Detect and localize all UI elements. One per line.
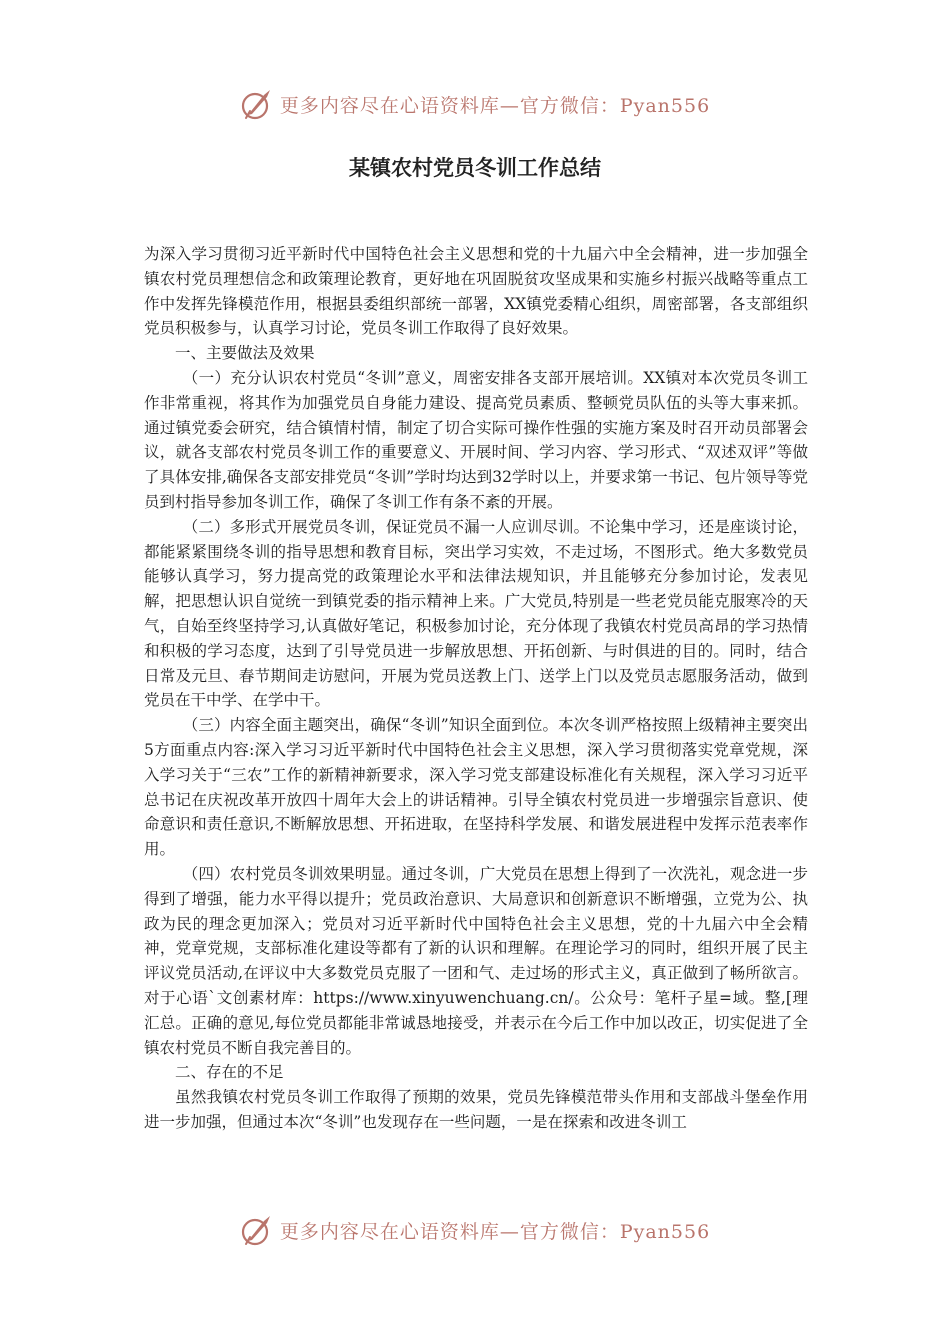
section-heading-2: 二、存在的不足 (175, 1063, 284, 1082)
body-paragraph: （一）充分认识农村党员“冬训”意义，周密安排各支部开展培训。XX镇对本次党员冬训工作非常重视，将其作为加强党员自身能力建设、提高党员素质、整顿党员队伍的头等大事来抓。通过镇党委会研究，结合镇情村情，制定了切合实际可操作性强的实施方案及时召开动员部署会议，就各支部农村党员冬训工作的重要意义、开展时间、学习内容、学习形式、“双述双评”等做了具体安排,确保各支部安排党员“冬训”学时均达到32学时以上，并要求第一书记、包片领导等党员到村指导参加冬训工作，确保了冬训工作有条不紊的开展。 (144, 368, 808, 511)
intro-paragraph: 为深入学习贯彻习近平新时代中国特色社会主义思想和党的十九届六中全会精神，进一步加强全镇农村党员理想信念和政策理论教育，更好地在巩固脱贫攻坚成果和实施乡村振兴战略等重点工作中发挥先锋模范作用，根据县委组织部统一部署，XX镇党委精心组织，周密部署，各支部组织党员积极参与，认真学习讨论，党员冬训工作取得了良好效果。 (144, 245, 808, 338)
footer-watermark-banner (0, 1210, 950, 1250)
header-watermark-banner (0, 84, 950, 124)
body-paragraph: （四）农村党员冬训效果明显。通过冬训，广大党员在思想上得到了一次洗礼，观念进一步得到了增强，能力水平得以提升；党员政治意识、大局意识和创新意识不断增强，立党为公、执政为民的理念更加深入；党员对习近平新时代中国特色社会主义思想，党的十九届六中全会精神，党章党规，支部标准化建设等都有了新的认识和理解。在理论学习的同时，组织开展了民主评议党员活动,在评议中大多数党员克服了一团和气、走过场的形式主义，真正做到了畅所欲言。对于心语`文创素材库：https://www.xinyuwenchuang.cn/。公众号：笔杆子星=域。整,[理汇总。正确的意见,每位党员都能非常诚恳地接受，并表示在今后工作中加以改正，切实促进了全镇农村党员不断自我完善目的。 (144, 864, 808, 1057)
body-paragraph: （二）多形式开展党员冬训，保证党员不漏一人应训尽训。不论集中学习，还是座谈讨论，都能紧紧围绕冬训的指导思想和教育目标，突出学习实效，不走过场，不图形式。绝大多数党员能够认真学习，努力提高党的政策理论水平和法律法规知识，并且能够充分参加讨论，发表见解，把思想认识自觉统一到镇党委的指示精神上来。广大党员,特别是一些老党员能克服寒冷的天气，自始至终坚持学习,认真做好笔记，积极参加讨论，充分体现了我镇农村党员高昂的学习热情和积极的学习态度，达到了引导党员进一步解放思想、开拓创新、与时俱进的目的。同时，结合日常及元旦、春节期间走访慰问，开展为党员送教上门、送学上门以及党员志愿服务活动，做到党员在干中学、在学中干。 (144, 517, 808, 710)
document-body (144, 242, 808, 1135)
quill-pen-logo-icon (240, 1213, 274, 1247)
body-paragraph: 虽然我镇农村党员冬训工作取得了预期的效果，党员先锋模范带头作用和支部战斗堡垒作用进一步加强，但通过本次“冬训”也发现存在一些问题，一是在探索和改进冬训工 (144, 1088, 808, 1131)
watermark-text: 更多内容尽在心语资料库—官方微信：Pyan556 (279, 1220, 711, 1243)
watermark-text: 更多内容尽在心语资料库—官方微信：Pyan556 (279, 94, 711, 117)
quill-pen-logo-icon (240, 87, 274, 121)
body-paragraph: （三）内容全面主题突出，确保“冬训”知识全面到位。本次冬训严格按照上级精神主要突出5方面重点内容:深入学习习近平新时代中国特色社会主义思想，深入学习贯彻落实党章党规，深入学习关于“三农”工作的新精神新要求，深入学习党支部建设标准化有关规程，深入学习习近平总书记在庆祝改革开放四十周年大会上的讲话精神。引导全镇农村党员进一步增强宗旨意识、使命意识和责任意识,不断解放思想、开拓进取，在坚持科学发展、和谐发展进程中发挥示范表率作用。 (144, 716, 808, 859)
document-title: 某镇农村党员冬训工作总结 (349, 156, 601, 180)
section-heading-1: 一、主要做法及效果 (175, 344, 315, 363)
